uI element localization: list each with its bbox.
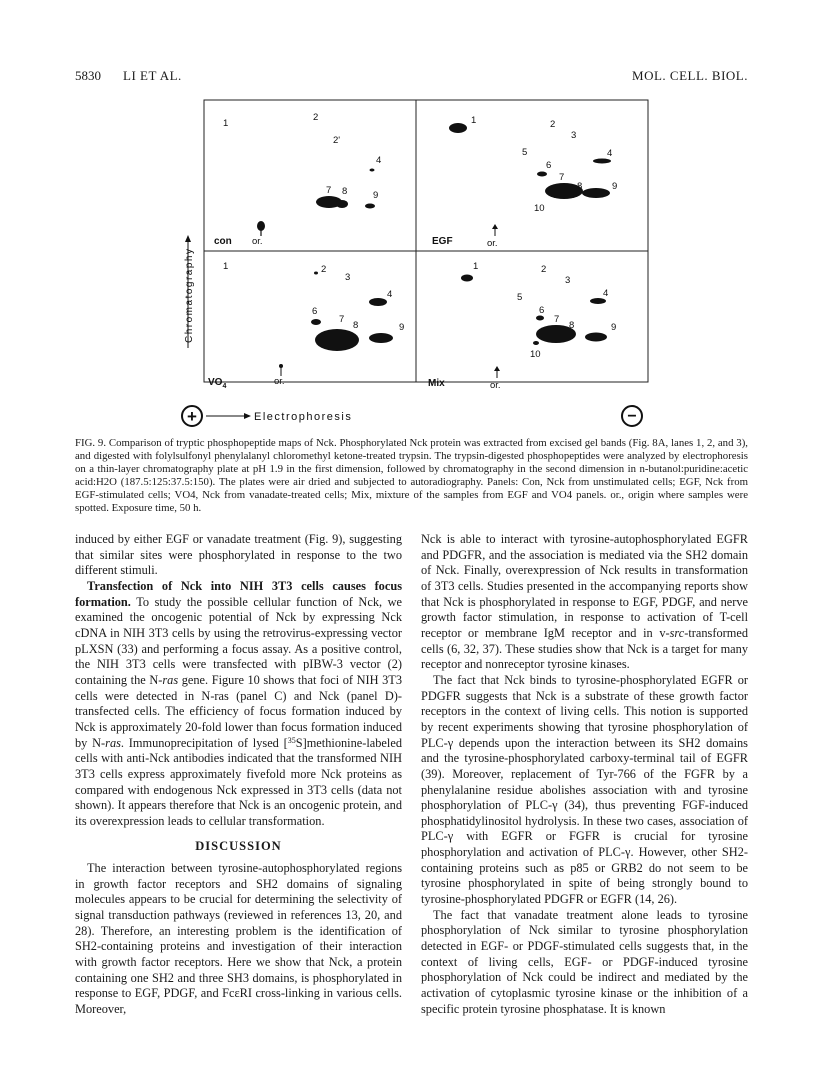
spot-label: 3 (565, 275, 571, 286)
spot-label: 8 (569, 320, 575, 331)
origin-label: or. (487, 238, 498, 249)
spot-1 (461, 275, 473, 282)
panel-vo4 (208, 261, 404, 390)
page-number: 5830 (75, 68, 101, 83)
figure-frame (204, 100, 648, 382)
spot-label: 4 (603, 288, 609, 299)
spot-label: 9 (399, 322, 405, 333)
right-column (421, 532, 748, 1017)
y-axis-label: Chromatography (184, 247, 195, 343)
spot-6 (311, 319, 321, 325)
panel-egf (432, 115, 617, 249)
figure-caption (75, 437, 748, 516)
spot-8 (336, 200, 348, 208)
spot-label: 7 (339, 314, 345, 325)
y-axis (184, 235, 195, 348)
spot-label: 6 (312, 306, 318, 317)
spot-9 (365, 204, 375, 209)
spot-label: 5 (517, 292, 523, 303)
spot-label: 2 (550, 119, 556, 130)
paragraph: The interaction between tyrosine-autophosphorylated regions in growth factor receptors and SH2 domains of signaling molecules appears to be crucial for determining the selectivity of signal transduction pathways (reviewed in references 13, 20, and 28). Therefore, an interesting problem is the identification of SH2-containing proteins and investigation of their interaction with growth factor receptors. Here we show that Nck, a protein containing one SH2 and three SH3 domains, is phosphorylated in response to EGF, PDGF, and FcεRI cross-linking in various cells. Moreover, (75, 861, 402, 1017)
spot-label: 1 (223, 118, 229, 129)
origin-label: or. (274, 376, 285, 387)
spot-label: 9 (612, 181, 618, 192)
spot-label: 2' (333, 135, 341, 146)
spot-label: 2 (321, 264, 327, 275)
spot-label: 4 (607, 148, 613, 159)
x-axis-label: Electrophoresis (254, 411, 353, 423)
panel-mix (428, 261, 616, 391)
spot-label: 2 (541, 264, 547, 275)
spot-4 (370, 169, 375, 172)
spot-9 (582, 188, 610, 198)
paragraph: induced by either EGF or vanadate treatment (Fig. 9), suggesting that similar sites were phosphorylated in response to the two different stimuli. (75, 532, 402, 578)
origin-label: or. (252, 236, 263, 247)
spot-label: 4 (387, 289, 393, 300)
spot-label: 10 (534, 203, 545, 214)
panel-label-con: con (214, 236, 232, 247)
spot-label: 3 (345, 272, 351, 283)
spot-label: 8 (577, 181, 583, 192)
origin-spot (279, 364, 283, 368)
panel-label-mix: Mix (428, 378, 445, 389)
paragraph: Nck is able to interact with tyrosine-autophosphorylated EGFR and PDGFR, and the association is mediated via the SH2 domain of Nck. Finally, overexpression of Nck results in transformation of 3T3 cells. Studies presented in the accompanying reports show that Nck is phosphorylated in response to EGF, PDGF, and nerve growth factor stimulation, in response to activation of T-cell receptor or membrane IgM receptor and in v-src-transformed cells (6, 32, 37). These studies show that Nck is a target for many receptor and nonreceptor tyrosine kinases. (421, 532, 748, 672)
spot-1 (449, 123, 467, 133)
figure-9-phosphopeptide-maps (180, 98, 650, 428)
paragraph: Transfection of Nck into NIH 3T3 cells causes focus formation. To study the possible cellular function of Nck, we examined the oncogenic potential of Nck by expressing Nck cDNA in NIH 3T3 cells by using the retrovirus-expressing vector pLXSN (33) and performing a focus assay. As a positive control, the NIH 3T3 cells were transfected with pIBW-3 vector (2) containing the N-ras gene. Figure 10 shows that foci of NIH 3T3 cells were detected in N-ras (panel C) and Nck (panel D)-transfected cells. The efficiency of focus formation induced by Nck is approximately 20-fold lower than focus formation induced by N-ras. Immunoprecipitation of lysed [$^{35}$S]methionine-labeled cells with anti-Nck antibodies indicated that the transformed NIH 3T3 cells express approximately fivefold more Nck proteins as compared with endogenous Nck expressed in 3T3 cells (data not shown). It appears therefore that Nck is an oncogenic protein, and its overexpression leads to cellular transformation. (75, 578, 402, 828)
left-column (75, 532, 402, 1018)
running-authors: LI ET AL. (123, 68, 182, 83)
spot-6 (537, 172, 547, 177)
spot-label: 3 (571, 130, 577, 141)
spot-label: 5 (522, 147, 528, 158)
spot-label: 9 (611, 322, 617, 333)
panel-label-vo4: $VO_4$ (208, 377, 227, 390)
plus-sign: + (187, 407, 197, 426)
spot-label: 4 (376, 155, 382, 166)
spot-label: 6 (539, 305, 545, 316)
minus-sign: − (627, 408, 637, 425)
spot-6 (536, 316, 544, 321)
spot-label: 10 (530, 349, 541, 360)
spot-4 (369, 298, 387, 306)
spot-label: 1 (473, 261, 479, 272)
caption-label: FIG. 9. (75, 437, 107, 449)
journal-name: MOL. CELL. BIOL. (632, 68, 748, 83)
spot-label: 7 (554, 314, 560, 325)
spot-label: 1 (471, 115, 477, 126)
x-axis (182, 406, 642, 426)
paragraph: The fact that Nck binds to tyrosine-phosphorylated EGFR or PDGFR suggests that Nck is a substrate of these growth factor receptors in the context of living cells. This notion is supported by recent experiments showing that tyrosine phosphorylation of PLC-γ depends upon the interaction between its SH2 domains and the tyrosine-phosphorylated carboxy-terminal tail of EGFR (39). Moreover, replacement of Tyr-766 of the FGFR by a phenylalanine residue abolishes association with and tyrosine phosphorylation of PLC-γ (34), thus preventing FGF-induced phosphatidylinositol hydrolysis. In these two cases, association of PLC-γ with EGFR or FGFR is crucial for tyrosine phosphorylation and activation of PLC-γ. However, other SH2-containing proteins such as p85 or GRB2 do not seem to be tyrosine phosphorylated in spite of being strongly bound to tyrosine-phosphorylated PDGFR or EGFR (14, 26). (421, 672, 748, 907)
spot-label: 7 (326, 185, 332, 196)
spot-9 (369, 333, 393, 343)
running-head (75, 68, 748, 86)
caption-text: Comparison of tryptic phosphopeptide maps of Nck. Phosphorylated Nck protein was extracted from excised gel bands (Fig. 8A, lanes 1, 2, and 3), and digested with folylsulfonyl phenylalanyl chloromethyl ketone-treated trypsin. The trypsin-digested phosphopeptides were analyzed by electrophoresis on a thin-layer chromatography plate at pH 1.9 in the first dimension, followed by chromatography in the second dimension in n-butanol:puridine:acetic acid:H2O (187.5:125:37.5:150). The plates were air dried and subjected to autoradiography. Panels: Con, Nck from unstimulated cells; EGF, Nck from EGF-stimulated cells; VO4, Nck from vanadate-treated cells; Mix, mixture of the samples from EGF and VO4 panels. or., origin where samples were spotted. Exposure time, 50 h. (75, 437, 749, 515)
spot-label: 2 (313, 112, 319, 123)
spot-4 (593, 159, 611, 164)
spot-9 (585, 333, 607, 342)
spot-label: 7 (559, 172, 565, 183)
run-in-heading: Transfection of Nck into NIH 3T3 cells causes focus formation. (75, 578, 402, 609)
section-heading: DISCUSSION (195, 839, 282, 854)
panel-label-egf: EGF (432, 236, 453, 247)
spot-label: 8 (353, 320, 359, 331)
origin-label: or. (490, 380, 501, 391)
spot-4 (590, 298, 606, 304)
spot-label: 9 (373, 190, 379, 201)
panel-con (214, 112, 381, 247)
spot-label: 1 (223, 261, 229, 272)
spot-label: 8 (342, 186, 348, 197)
spot-7-8 (315, 329, 359, 351)
spot-label: 6 (546, 160, 552, 171)
paragraph: The fact that vanadate treatment alone leads to tyrosine phosphorylation of Nck similar to tyrosine phosphorylation detected in EGF- or PDGF-stimulated cells suggests that, in the context of living cells, EGF- or PDGF-induced tyrosine phosphorylation of Nck could be indirect and mediated by the activation of cytoplasmic tyrosine kinase or the inhibition of a specific protein tyrosine phosphatase. It is known (421, 907, 748, 1016)
